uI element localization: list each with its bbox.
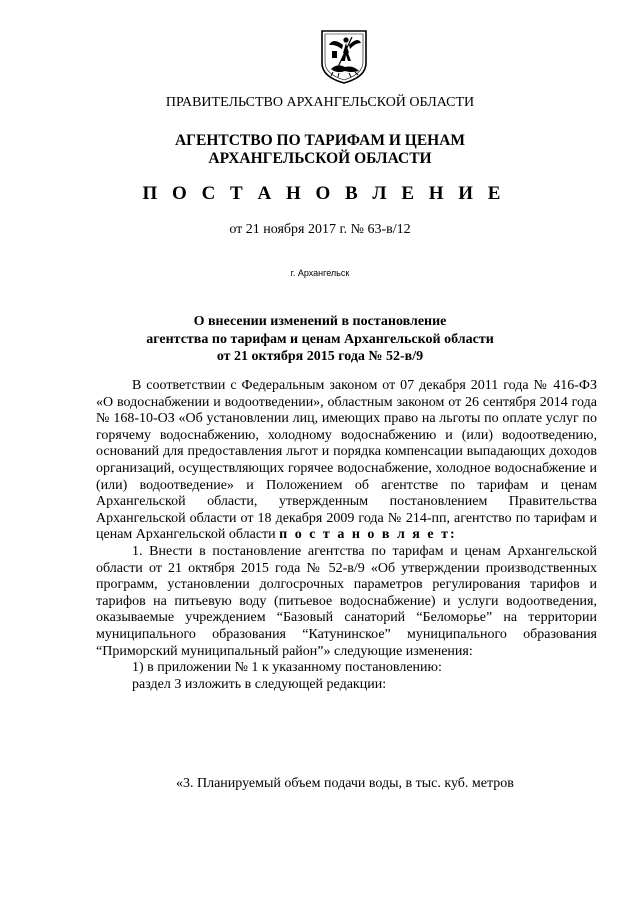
document-body: [96, 378, 597, 693]
resolves-keyword: п о с т а н о в л я е т:: [279, 527, 457, 543]
agency-title-line2: АРХАНГЕЛЬСКОЙ ОБЛАСТИ: [208, 150, 432, 167]
document-subject: [0, 313, 640, 366]
document-date-number: от 21 ноября 2017 г. № 63-в/12: [229, 222, 411, 237]
preamble-text: В соответствии с Федеральным законом от 07 декабря 2011 года № 416-ФЗ «О водоснабжении и водоотведении», областным законом от 26 сентября 2014 года № 168-10-ОЗ «Об установлении лиц, имеющих право на льготы по оплате услуг по горячему водоснабжению, холодному водоснабжению и (или) водоотведению, оснований для предоставления льгот и порядка компенсации выпадающих доходов организаций, осуществляющих горячее водоснабжение, холодное водоснабжение и (или) водоотведение» и Положением об агентстве по тарифам и ценам Архангельской области, утвержденным постановлением Правительства Архангельской области от 18 декабря 2009 года № 214-пп, агентство по тарифам и ценам Архангельской области: [96, 378, 597, 543]
subject-line2: агентства по тарифам и ценам Архангельской области: [146, 331, 494, 347]
subject-line1: О внесении изменений в постановление: [193, 314, 447, 329]
section-3-instruction: раздел 3 изложить в следующей редакции:: [132, 676, 387, 692]
clause-1-paragraph: 1. Внести в постановление агентства по тарифам и ценам Архангельской области от 21 октября 2015 года № 52-в/9 «Об утверждении производственных программ, установлении долгосрочных параметров регулирования тарифов и тарифов на питьевую воду (питьевое водоснабжение) и услуги водоотведения, оказываемые учреждением “Базовый санаторий “Беломорье” на территории муниципального образования “Катунинское” муниципального образования “Приморский муниципальный район”» следующие изменения:: [96, 543, 597, 659]
government-title: ПРАВИТЕЛЬСТВО АРХАНГЕЛЬСКОЙ ОБЛАСТИ: [165, 95, 475, 110]
section-3-heading: «3. Планируемый объем подачи воды, в тыс. куб. метров: [176, 776, 514, 791]
agency-title-line1: АГЕНТСТВО ПО ТАРИФАМ И ЦЕНАМ: [174, 132, 466, 149]
document-type: П О С Т А Н О В Л Е Н И Е: [142, 183, 506, 204]
subject-line3: от 21 октября 2015 года № 52-в/9: [216, 349, 424, 364]
document-city: г. Архангельск: [290, 268, 350, 278]
clause-1-1-paragraph: 1) в приложении № 1 к указанному постановлению:: [132, 660, 442, 676]
preamble-paragraph: [96, 378, 597, 544]
arkhangelsk-coat-of-arms-icon: [319, 27, 369, 85]
agency-title: [0, 132, 640, 168]
